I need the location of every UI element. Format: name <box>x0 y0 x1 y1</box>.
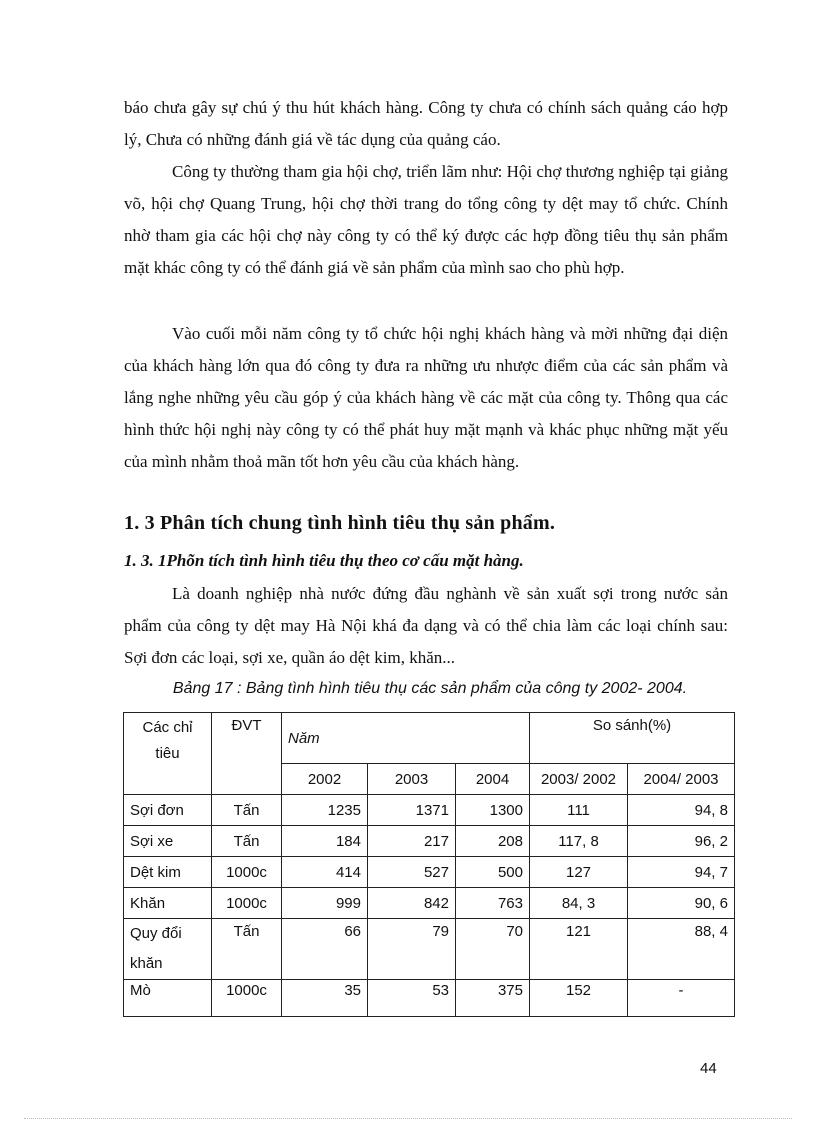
table-row <box>124 980 735 1017</box>
row-2003: 1371 <box>368 795 456 826</box>
row-name-line2: khăn <box>130 955 163 972</box>
header-compare-group: So sánh(%) <box>530 713 735 764</box>
subsection-heading: 1. 3. 1Phõn tích tình hình tiêu thụ theo cơ cấu mặt hàng. <box>124 551 524 570</box>
row-name-line1: Quy đổi <box>130 925 182 942</box>
row-2003: 217 <box>368 826 456 857</box>
row-unit: Tấn <box>212 795 282 826</box>
header-indicator <box>124 713 212 795</box>
row-compare-2: 94, 7 <box>628 857 735 888</box>
paragraph-customer-conference: Vào cuối mỗi năm công ty tổ chức hội nghị khách hàng và mời những đại diện của khách hàng lớn qua đó công ty đưa ra những ưu nhược điểm của các sản phẩm và lắng nghe những yêu cầu góp ý của khách hàng về các mặt của công ty. Thông qua các hình thức hội nghị này công ty có thể phát huy mặt mạnh và khác phục những mặt yếu của mình nhằm thoả mãn tốt hơn yêu cầu của khách hàng. <box>124 324 728 471</box>
row-unit: Tấn <box>212 919 282 980</box>
header-indicator-line2: tiêu <box>155 745 180 762</box>
row-compare-2: 88, 4 <box>628 919 735 980</box>
row-2004: 500 <box>456 857 530 888</box>
table-caption: Bảng 17 : Bảng tình hình tiêu thụ các sản phẩm của công ty 2002- 2004. <box>172 680 688 697</box>
row-compare-1: 121 <box>530 919 628 980</box>
row-name <box>124 919 212 980</box>
row-2004: 70 <box>456 919 530 980</box>
row-2003: 527 <box>368 857 456 888</box>
paragraph-trade-fairs: Công ty thường tham gia hội chợ, triển lãm như: Hội chợ thương nghiệp tại giảng võ, hội chợ Quang Trung, hội chợ thời trang do tổng công ty dệt may tổ chức. Chính nhờ tham gia các hội chợ này công ty có thể ký được các hợp đồng tiêu thụ sản phẩm mặt khác công ty có thể đánh giá về sản phẩm của mình sao cho phù hợp. <box>124 162 728 277</box>
header-year-group: Năm <box>282 713 530 764</box>
row-compare-1: 152 <box>530 980 628 1017</box>
table-row <box>124 795 735 826</box>
row-name: Khăn <box>124 888 212 919</box>
header-year-2002: 2002 <box>282 764 368 795</box>
paragraph-advertising: báo chưa gây sự chú ý thu hút khách hàng. Công ty chưa có chính sách quảng cáo hợp lý, Chưa có những đánh giá về tác dụng của quảng cáo. <box>124 98 728 149</box>
row-compare-1: 127 <box>530 857 628 888</box>
header-indicator-line1: Các chỉ <box>142 719 193 736</box>
header-unit: ĐVT <box>212 713 282 795</box>
row-unit: 1000c <box>212 980 282 1017</box>
paragraph-product-overview: Là doanh nghiệp nhà nước đứng đầu nghành về sản xuất sợi trong nước sản phẩm của công ty dệt may Hà Nội khá đa dạng và có thể chia làm các loại chính sau: Sợi đơn các loại, sợi xe, quần áo dệt kim, khăn... <box>124 584 728 667</box>
table-row <box>124 919 735 980</box>
row-unit: 1000c <box>212 857 282 888</box>
row-compare-1: 117, 8 <box>530 826 628 857</box>
row-compare-2: 90, 6 <box>628 888 735 919</box>
row-unit: 1000c <box>212 888 282 919</box>
row-2002: 35 <box>282 980 368 1017</box>
row-compare-2: - <box>628 980 735 1017</box>
row-compare-1: 84, 3 <box>530 888 628 919</box>
row-2004: 763 <box>456 888 530 919</box>
table-row <box>124 826 735 857</box>
row-2004: 1300 <box>456 795 530 826</box>
row-unit: Tấn <box>212 826 282 857</box>
row-2003: 79 <box>368 919 456 980</box>
page-number: 44 <box>700 1060 717 1077</box>
row-2004: 208 <box>456 826 530 857</box>
row-compare-1: 111 <box>530 795 628 826</box>
row-2002: 999 <box>282 888 368 919</box>
row-2002: 66 <box>282 919 368 980</box>
row-2004: 375 <box>456 980 530 1017</box>
header-year-2003: 2003 <box>368 764 456 795</box>
row-name: Mò <box>124 980 212 1017</box>
row-2003: 53 <box>368 980 456 1017</box>
page-bottom-divider <box>24 1118 792 1119</box>
row-name: Dệt kim <box>124 857 212 888</box>
section-heading: 1. 3 Phân tích chung tình hình tiêu thụ sản phẩm. <box>124 512 556 534</box>
header-compare-2004-2003: 2004/ 2003 <box>628 764 735 795</box>
row-name: Sợi đơn <box>124 795 212 826</box>
table-header-row-1 <box>124 713 735 764</box>
row-compare-2: 96, 2 <box>628 826 735 857</box>
row-name: Sợi xe <box>124 826 212 857</box>
row-compare-2: 94, 8 <box>628 795 735 826</box>
table-row <box>124 857 735 888</box>
row-2003: 842 <box>368 888 456 919</box>
header-year-2004: 2004 <box>456 764 530 795</box>
row-2002: 1235 <box>282 795 368 826</box>
row-2002: 184 <box>282 826 368 857</box>
table-row <box>124 888 735 919</box>
header-compare-2003-2002: 2003/ 2002 <box>530 764 628 795</box>
sales-table <box>123 712 735 1017</box>
row-2002: 414 <box>282 857 368 888</box>
